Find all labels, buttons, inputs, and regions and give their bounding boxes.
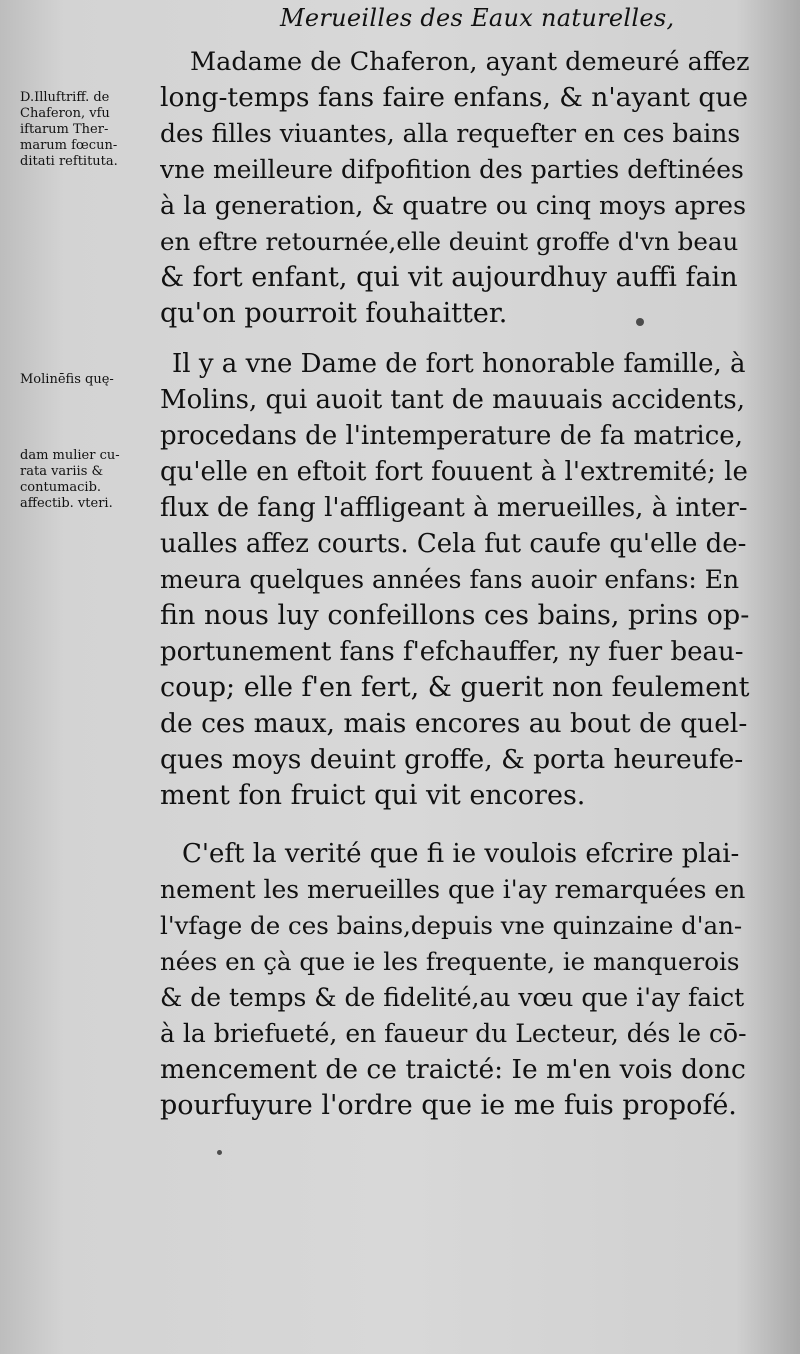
text-line: des filles viuantes, alla requefter en ces bains [160,119,741,148]
text-line: C'eft la verité que fi ie voulois efcrire plai- [182,839,740,869]
text-line: Il y a vne Dame de fort honorable famille, à [172,349,746,379]
margin-note-molins [20,372,160,388]
margin-line: D.Illuftriff. de [20,90,110,105]
text-line: flux de fang l'affligeant à merueilles, à inter- [160,493,748,523]
margin-note-curata [20,448,160,512]
text-line: fin nous luy confeillons ces bains, prins op- [160,600,750,631]
margin-line: marum fœcun- [20,138,118,153]
ink-spot [217,1150,222,1155]
text-line: Madame de Chaferon, ayant demeuré affez [190,47,750,77]
margin-line: contumacib. [20,480,102,495]
margin-line: rata variis & [20,464,104,479]
text-line: Molins, qui auoit tant de mauuais accidents, [160,385,745,415]
text-line: qu'on pourroit fouhaitter. [160,298,508,329]
text-line: meura quelques années fans auoir enfans: En [160,565,740,594]
text-line: nées en çà que ie les frequente, ie manquerois [160,947,740,976]
paragraph-conclusion [160,836,750,1124]
text-line: à la briefueté, en faueur du Lecteur, dés le cō- [160,1019,747,1048]
text-line: vne meilleure difpofition des parties deftinées [160,155,744,184]
text-line: & de temps & de fidelité,au vœu que i'ay faict [160,983,745,1012]
paragraph-molins [160,346,750,814]
text-line: ment fon fruict qui vit encores. [160,780,586,811]
paragraph-chaferon [160,44,750,332]
text-line: mencement de ce traicté: Ie m'en vois donc [160,1054,746,1085]
text-line: procedans de l'intemperature de fa matrice, [160,421,743,451]
text-line: de ces maux, mais encores au bout de quel- [160,708,748,739]
text-line: à la generation, & quatre ou cinq moys apres [160,191,747,221]
text-line: en eftre retournée,elle deuint groffe d'vn beau [160,227,739,256]
margin-line: Molinēfis quę- [20,372,114,387]
text-line: pourfuyure l'ordre que ie me fuis propofé. [160,1090,737,1121]
running-title: Merueilles des Eaux naturelles, [280,4,675,32]
margin-line: iftarum Ther- [20,122,109,137]
text-line: long-temps fans faire enfans, & n'ayant que [160,82,749,113]
margin-line: dam mulier cu- [20,448,120,463]
margin-line: affectib. vteri. [20,496,113,511]
text-line: nement les merueilles que i'ay remarquées en [160,875,746,904]
text-line: ques moys deuint groffe, & porta heureufe- [160,744,744,775]
margin-line: ditati reftituta. [20,154,118,169]
text-line: qu'elle en eftoit fort fouuent à l'extremité; le [160,457,748,487]
margin-line: Chaferon, vfu [20,106,110,121]
margin-note-chaferon [20,90,160,170]
ink-spot [636,318,644,326]
text-line: coup; elle f'en fert, & guerit non feulement [160,672,750,703]
text-line: ualles affez courts. Cela fut caufe qu'elle de- [160,529,747,559]
text-line: l'vfage de ces bains,depuis vne quinzaine d'an- [160,911,743,940]
text-line: & fort enfant, qui vit aujourdhuy auffi fain [160,262,738,293]
text-line: portunement fans f'efchauffer, ny fuer beau- [160,637,744,667]
